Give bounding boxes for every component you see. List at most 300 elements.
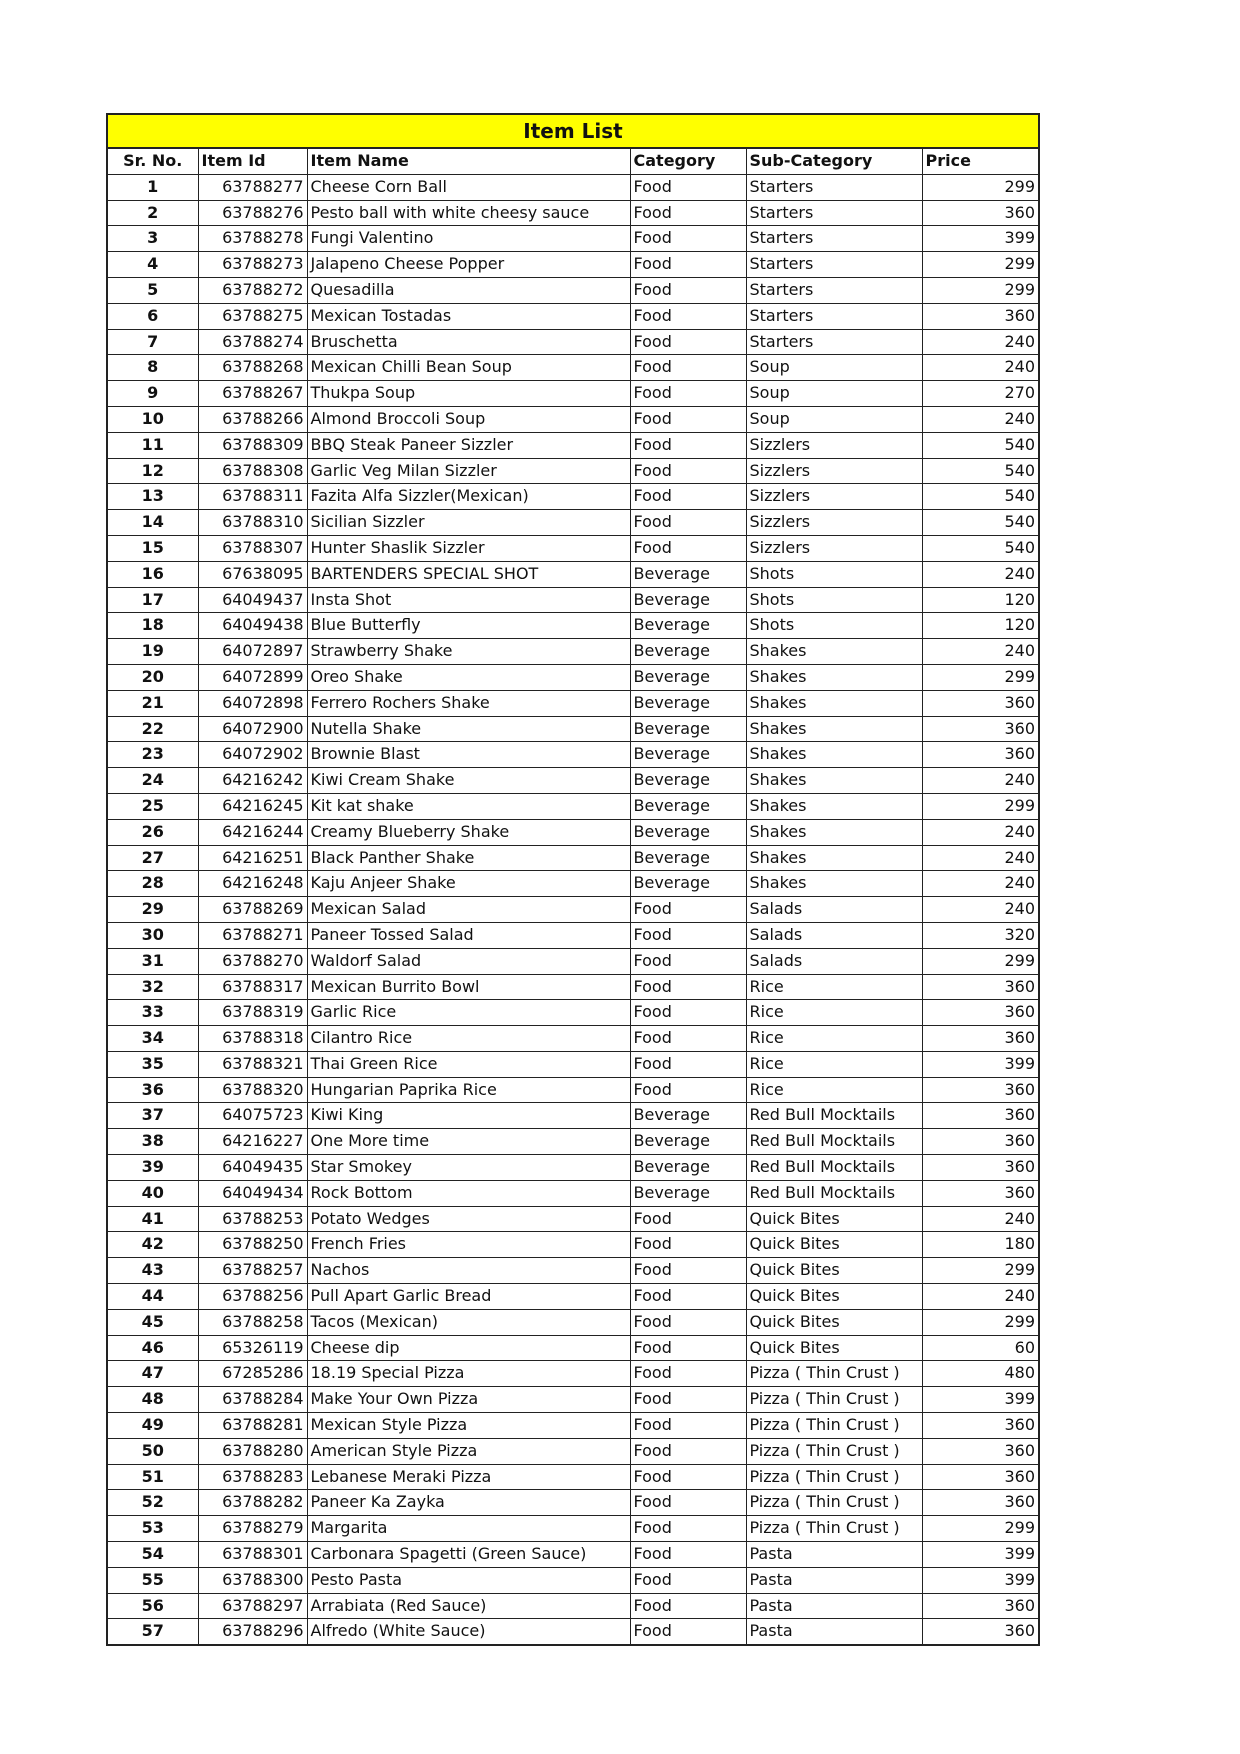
item-id-cell: 63788321 [198, 1051, 307, 1077]
item-id-cell: 64072897 [198, 639, 307, 665]
header-item-id: Item Id [198, 148, 307, 174]
sr-no-cell: 38 [107, 1129, 198, 1155]
table-row [107, 1206, 1039, 1232]
category-cell: Food [630, 948, 746, 974]
category-cell: Food [630, 1387, 746, 1413]
category-cell: Beverage [630, 871, 746, 897]
price-cell: 360 [922, 716, 1039, 742]
sr-no-cell: 5 [107, 277, 198, 303]
item-id-cell: 63788311 [198, 484, 307, 510]
sr-no-cell: 35 [107, 1051, 198, 1077]
price-cell: 270 [922, 381, 1039, 407]
table-row [107, 1619, 1039, 1645]
price-cell: 360 [922, 1077, 1039, 1103]
category-cell: Food [630, 974, 746, 1000]
category-cell: Food [630, 535, 746, 561]
item-id-cell: 63788300 [198, 1567, 307, 1593]
category-cell: Food [630, 303, 746, 329]
sub-category-cell: Red Bull Mocktails [746, 1155, 922, 1181]
sub-category-cell: Sizzlers [746, 535, 922, 561]
sr-no-cell: 20 [107, 664, 198, 690]
category-cell: Food [630, 1309, 746, 1335]
sub-category-cell: Rice [746, 1026, 922, 1052]
table-row [107, 510, 1039, 536]
price-cell: 240 [922, 355, 1039, 381]
category-cell: Food [630, 1413, 746, 1439]
price-cell: 299 [922, 1309, 1039, 1335]
item-id-cell: 63788274 [198, 329, 307, 355]
table-row [107, 226, 1039, 252]
sub-category-cell: Rice [746, 1077, 922, 1103]
table-row [107, 871, 1039, 897]
category-cell: Food [630, 1232, 746, 1258]
sub-category-cell: Shakes [746, 639, 922, 665]
sub-category-cell: Pizza ( Thin Crust ) [746, 1516, 922, 1542]
sub-category-cell: Quick Bites [746, 1232, 922, 1258]
price-cell: 240 [922, 897, 1039, 923]
sr-no-cell: 34 [107, 1026, 198, 1052]
item-id-cell: 63788269 [198, 897, 307, 923]
item-name-cell: Make Your Own Pizza [307, 1387, 630, 1413]
item-id-cell: 63788257 [198, 1258, 307, 1284]
price-cell: 360 [922, 974, 1039, 1000]
price-cell: 360 [922, 1490, 1039, 1516]
item-id-cell: 64216251 [198, 845, 307, 871]
price-cell: 360 [922, 1464, 1039, 1490]
table-row [107, 1026, 1039, 1052]
table-row [107, 1516, 1039, 1542]
price-cell: 299 [922, 948, 1039, 974]
category-cell: Food [630, 355, 746, 381]
item-id-cell: 63788284 [198, 1387, 307, 1413]
table-row [107, 1309, 1039, 1335]
item-id-cell: 63788256 [198, 1284, 307, 1310]
category-cell: Beverage [630, 716, 746, 742]
price-cell: 360 [922, 1129, 1039, 1155]
price-cell: 299 [922, 793, 1039, 819]
item-name-cell: Insta Shot [307, 587, 630, 613]
item-name-cell: Thukpa Soup [307, 381, 630, 407]
table-row [107, 1490, 1039, 1516]
table-row [107, 355, 1039, 381]
sub-category-cell: Rice [746, 1051, 922, 1077]
item-id-cell: 63788273 [198, 252, 307, 278]
item-id-cell: 63788310 [198, 510, 307, 536]
sub-category-cell: Shakes [746, 742, 922, 768]
item-name-cell: American Style Pizza [307, 1438, 630, 1464]
item-name-cell: BBQ Steak Paneer Sizzler [307, 432, 630, 458]
category-cell: Beverage [630, 561, 746, 587]
category-cell: Beverage [630, 587, 746, 613]
item-id-cell: 64216227 [198, 1129, 307, 1155]
item-name-cell: Cheese dip [307, 1335, 630, 1361]
price-cell: 360 [922, 1103, 1039, 1129]
item-name-cell: Garlic Veg Milan Sizzler [307, 458, 630, 484]
sub-category-cell: Salads [746, 922, 922, 948]
item-name-cell: Paneer Tossed Salad [307, 922, 630, 948]
item-name-cell: Kaju Anjeer Shake [307, 871, 630, 897]
sr-no-cell: 19 [107, 639, 198, 665]
price-cell: 360 [922, 742, 1039, 768]
price-cell: 240 [922, 1284, 1039, 1310]
sub-category-cell: Starters [746, 174, 922, 200]
item-name-cell: Kit kat shake [307, 793, 630, 819]
category-cell: Food [630, 1258, 746, 1284]
sub-category-cell: Shots [746, 613, 922, 639]
item-name-cell: Carbonara Spagetti (Green Sauce) [307, 1542, 630, 1568]
item-list-table [106, 113, 1040, 1646]
item-name-cell: Pull Apart Garlic Bread [307, 1284, 630, 1310]
category-cell: Food [630, 922, 746, 948]
sub-category-cell: Soup [746, 381, 922, 407]
category-cell: Food [630, 1051, 746, 1077]
table-row [107, 974, 1039, 1000]
item-name-cell: Potato Wedges [307, 1206, 630, 1232]
table-row [107, 613, 1039, 639]
item-name-cell: Cheese Corn Ball [307, 174, 630, 200]
item-name-cell: Nutella Shake [307, 716, 630, 742]
table-row [107, 639, 1039, 665]
price-cell: 240 [922, 871, 1039, 897]
item-id-cell: 63788250 [198, 1232, 307, 1258]
item-id-cell: 64216244 [198, 819, 307, 845]
item-id-cell: 63788266 [198, 406, 307, 432]
item-id-cell: 64049435 [198, 1155, 307, 1181]
sub-category-cell: Rice [746, 1000, 922, 1026]
table-row [107, 1129, 1039, 1155]
item-name-cell: Fungi Valentino [307, 226, 630, 252]
table-row [107, 1464, 1039, 1490]
price-cell: 120 [922, 613, 1039, 639]
sub-category-cell: Red Bull Mocktails [746, 1129, 922, 1155]
price-cell: 480 [922, 1361, 1039, 1387]
item-id-cell: 63788270 [198, 948, 307, 974]
sub-category-cell: Pizza ( Thin Crust ) [746, 1438, 922, 1464]
sr-no-cell: 26 [107, 819, 198, 845]
sr-no-cell: 14 [107, 510, 198, 536]
table-row [107, 535, 1039, 561]
table-row [107, 897, 1039, 923]
item-name-cell: Mexican Chilli Bean Soup [307, 355, 630, 381]
sr-no-cell: 10 [107, 406, 198, 432]
item-id-cell: 63788267 [198, 381, 307, 407]
sub-category-cell: Pizza ( Thin Crust ) [746, 1387, 922, 1413]
sr-no-cell: 32 [107, 974, 198, 1000]
item-id-cell: 64072899 [198, 664, 307, 690]
item-id-cell: 65326119 [198, 1335, 307, 1361]
sub-category-cell: Pasta [746, 1593, 922, 1619]
item-id-cell: 63788297 [198, 1593, 307, 1619]
sub-category-cell: Shots [746, 587, 922, 613]
sr-no-cell: 31 [107, 948, 198, 974]
item-id-cell: 64216248 [198, 871, 307, 897]
item-id-cell: 64049437 [198, 587, 307, 613]
category-cell: Food [630, 510, 746, 536]
item-name-cell: Paneer Ka Zayka [307, 1490, 630, 1516]
category-cell: Beverage [630, 742, 746, 768]
item-name-cell: Pesto Pasta [307, 1567, 630, 1593]
price-cell: 299 [922, 664, 1039, 690]
sr-no-cell: 25 [107, 793, 198, 819]
category-cell: Food [630, 406, 746, 432]
item-name-cell: Jalapeno Cheese Popper [307, 252, 630, 278]
sr-no-cell: 37 [107, 1103, 198, 1129]
item-id-cell: 63788280 [198, 1438, 307, 1464]
table-row [107, 1232, 1039, 1258]
sr-no-cell: 6 [107, 303, 198, 329]
table-row [107, 303, 1039, 329]
sr-no-cell: 53 [107, 1516, 198, 1542]
header-sr-no: Sr. No. [107, 148, 198, 174]
sr-no-cell: 46 [107, 1335, 198, 1361]
table-row [107, 716, 1039, 742]
table-row [107, 768, 1039, 794]
price-cell: 399 [922, 1542, 1039, 1568]
sr-no-cell: 56 [107, 1593, 198, 1619]
sub-category-cell: Soup [746, 355, 922, 381]
sr-no-cell: 45 [107, 1309, 198, 1335]
item-name-cell: Nachos [307, 1258, 630, 1284]
price-cell: 240 [922, 819, 1039, 845]
header-price: Price [922, 148, 1039, 174]
sr-no-cell: 9 [107, 381, 198, 407]
category-cell: Food [630, 1206, 746, 1232]
item-name-cell: Mexican Salad [307, 897, 630, 923]
price-cell: 240 [922, 768, 1039, 794]
sub-category-cell: Pasta [746, 1567, 922, 1593]
category-cell: Food [630, 1000, 746, 1026]
item-name-cell: Arrabiata (Red Sauce) [307, 1593, 630, 1619]
sr-no-cell: 52 [107, 1490, 198, 1516]
sr-no-cell: 57 [107, 1619, 198, 1645]
item-id-cell: 63788258 [198, 1309, 307, 1335]
price-cell: 240 [922, 639, 1039, 665]
item-id-cell: 64216242 [198, 768, 307, 794]
item-id-cell: 63788319 [198, 1000, 307, 1026]
table-row [107, 561, 1039, 587]
table-row [107, 1438, 1039, 1464]
sub-category-cell: Starters [746, 329, 922, 355]
category-cell: Beverage [630, 664, 746, 690]
table-row [107, 1593, 1039, 1619]
item-name-cell: Oreo Shake [307, 664, 630, 690]
item-name-cell: Lebanese Meraki Pizza [307, 1464, 630, 1490]
table-row [107, 742, 1039, 768]
price-cell: 399 [922, 1387, 1039, 1413]
sr-no-cell: 51 [107, 1464, 198, 1490]
sub-category-cell: Shakes [746, 819, 922, 845]
category-cell: Beverage [630, 639, 746, 665]
table-row [107, 406, 1039, 432]
item-id-cell: 63788317 [198, 974, 307, 1000]
item-name-cell: Margarita [307, 1516, 630, 1542]
item-name-cell: One More time [307, 1129, 630, 1155]
table-row [107, 1387, 1039, 1413]
sr-no-cell: 23 [107, 742, 198, 768]
item-name-cell: French Fries [307, 1232, 630, 1258]
sr-no-cell: 29 [107, 897, 198, 923]
table-row [107, 1051, 1039, 1077]
sr-no-cell: 48 [107, 1387, 198, 1413]
sub-category-cell: Soup [746, 406, 922, 432]
item-id-cell: 63788253 [198, 1206, 307, 1232]
header-row [107, 148, 1039, 174]
sr-no-cell: 28 [107, 871, 198, 897]
sr-no-cell: 13 [107, 484, 198, 510]
price-cell: 360 [922, 1000, 1039, 1026]
category-cell: Beverage [630, 1103, 746, 1129]
header-sub-category: Sub-Category [746, 148, 922, 174]
sub-category-cell: Shakes [746, 690, 922, 716]
category-cell: Food [630, 897, 746, 923]
header-item-name: Item Name [307, 148, 630, 174]
price-cell: 360 [922, 1180, 1039, 1206]
category-cell: Food [630, 1593, 746, 1619]
sr-no-cell: 50 [107, 1438, 198, 1464]
sr-no-cell: 8 [107, 355, 198, 381]
table-row [107, 1567, 1039, 1593]
table-row [107, 1077, 1039, 1103]
category-cell: Food [630, 252, 746, 278]
sub-category-cell: Pasta [746, 1619, 922, 1645]
item-id-cell: 63788275 [198, 303, 307, 329]
item-name-cell: Mexican Tostadas [307, 303, 630, 329]
sr-no-cell: 4 [107, 252, 198, 278]
item-name-cell: Creamy Blueberry Shake [307, 819, 630, 845]
category-cell: Food [630, 1542, 746, 1568]
category-cell: Food [630, 174, 746, 200]
category-cell: Beverage [630, 793, 746, 819]
price-cell: 240 [922, 561, 1039, 587]
price-cell: 360 [922, 1438, 1039, 1464]
item-name-cell: Thai Green Rice [307, 1051, 630, 1077]
item-id-cell: 64049434 [198, 1180, 307, 1206]
sub-category-cell: Pizza ( Thin Crust ) [746, 1413, 922, 1439]
item-name-cell: Bruschetta [307, 329, 630, 355]
sr-no-cell: 43 [107, 1258, 198, 1284]
sr-no-cell: 44 [107, 1284, 198, 1310]
item-id-cell: 67285286 [198, 1361, 307, 1387]
sub-category-cell: Rice [746, 974, 922, 1000]
category-cell: Beverage [630, 1129, 746, 1155]
category-cell: Beverage [630, 1155, 746, 1181]
category-cell: Food [630, 484, 746, 510]
sr-no-cell: 39 [107, 1155, 198, 1181]
item-id-cell: 63788279 [198, 1516, 307, 1542]
item-id-cell: 64072900 [198, 716, 307, 742]
item-name-cell: Star Smokey [307, 1155, 630, 1181]
sub-category-cell: Shakes [746, 871, 922, 897]
item-name-cell: Brownie Blast [307, 742, 630, 768]
sub-category-cell: Red Bull Mocktails [746, 1180, 922, 1206]
item-id-cell: 64072898 [198, 690, 307, 716]
item-id-cell: 63788301 [198, 1542, 307, 1568]
sr-no-cell: 3 [107, 226, 198, 252]
item-name-cell: Sicilian Sizzler [307, 510, 630, 536]
item-id-cell: 63788320 [198, 1077, 307, 1103]
table-row [107, 845, 1039, 871]
sr-no-cell: 55 [107, 1567, 198, 1593]
table-row [107, 1542, 1039, 1568]
item-id-cell: 63788282 [198, 1490, 307, 1516]
category-cell: Beverage [630, 845, 746, 871]
sr-no-cell: 54 [107, 1542, 198, 1568]
item-id-cell: 64075723 [198, 1103, 307, 1129]
sub-category-cell: Shakes [746, 716, 922, 742]
category-cell: Food [630, 1567, 746, 1593]
table-row [107, 1258, 1039, 1284]
category-cell: Food [630, 432, 746, 458]
category-cell: Food [630, 458, 746, 484]
price-cell: 540 [922, 458, 1039, 484]
item-name-cell: Quesadilla [307, 277, 630, 303]
table-row [107, 587, 1039, 613]
sub-category-cell: Starters [746, 226, 922, 252]
category-cell: Food [630, 1464, 746, 1490]
item-id-cell: 63788309 [198, 432, 307, 458]
sr-no-cell: 41 [107, 1206, 198, 1232]
sub-category-cell: Shakes [746, 845, 922, 871]
price-cell: 540 [922, 432, 1039, 458]
table-row [107, 174, 1039, 200]
price-cell: 360 [922, 1413, 1039, 1439]
category-cell: Food [630, 1077, 746, 1103]
price-cell: 180 [922, 1232, 1039, 1258]
category-cell: Food [630, 381, 746, 407]
sr-no-cell: 17 [107, 587, 198, 613]
sr-no-cell: 21 [107, 690, 198, 716]
table-row [107, 1361, 1039, 1387]
sr-no-cell: 22 [107, 716, 198, 742]
sr-no-cell: 42 [107, 1232, 198, 1258]
sr-no-cell: 2 [107, 200, 198, 226]
category-cell: Food [630, 226, 746, 252]
price-cell: 299 [922, 1516, 1039, 1542]
category-cell: Beverage [630, 1180, 746, 1206]
price-cell: 299 [922, 277, 1039, 303]
sr-no-cell: 36 [107, 1077, 198, 1103]
item-name-cell: Almond Broccoli Soup [307, 406, 630, 432]
sub-category-cell: Shots [746, 561, 922, 587]
sub-category-cell: Quick Bites [746, 1309, 922, 1335]
header-category: Category [630, 148, 746, 174]
sub-category-cell: Quick Bites [746, 1206, 922, 1232]
price-cell: 360 [922, 1619, 1039, 1645]
category-cell: Food [630, 1490, 746, 1516]
category-cell: Food [630, 1619, 746, 1645]
item-name-cell: Hunter Shaslik Sizzler [307, 535, 630, 561]
category-cell: Food [630, 329, 746, 355]
sub-category-cell: Pizza ( Thin Crust ) [746, 1361, 922, 1387]
category-cell: Beverage [630, 819, 746, 845]
item-name-cell: Strawberry Shake [307, 639, 630, 665]
category-cell: Food [630, 1516, 746, 1542]
item-id-cell: 63788272 [198, 277, 307, 303]
sr-no-cell: 30 [107, 922, 198, 948]
item-id-cell: 63788278 [198, 226, 307, 252]
sub-category-cell: Shakes [746, 664, 922, 690]
item-id-cell: 64216245 [198, 793, 307, 819]
table-row [107, 664, 1039, 690]
sr-no-cell: 33 [107, 1000, 198, 1026]
item-id-cell: 63788271 [198, 922, 307, 948]
table-row [107, 458, 1039, 484]
sr-no-cell: 12 [107, 458, 198, 484]
category-cell: Food [630, 1335, 746, 1361]
sub-category-cell: Sizzlers [746, 484, 922, 510]
price-cell: 240 [922, 329, 1039, 355]
sub-category-cell: Salads [746, 948, 922, 974]
